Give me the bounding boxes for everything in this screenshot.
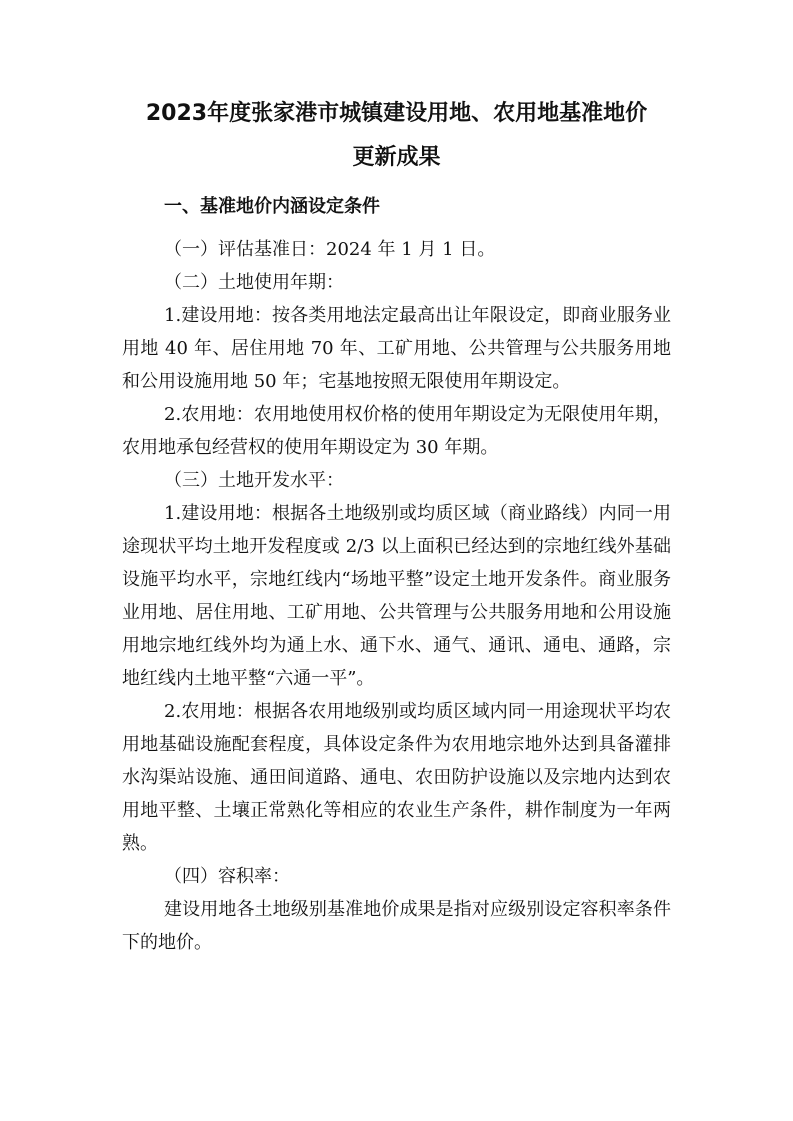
development-level-construction: 1.建设用地：根据各土地级别或均质区域（商业路线）内同一用途现状平均土地开发程度或 2/3 以上面积已经达到的宗地红线外基础设施平均水平，宗地红线内“场地平整”设定土地开发条件。商业服务业用地、居住用地、工矿用地、公共管理与公共服务用地和公用设施用地宗地红线外均为通上水、通下水、通气、通讯、通电、通路，宗地红线内土地平整“六通一平”。 (122, 503, 671, 689)
evaluation-date-item: （一）评估基准日：2024 年 1 月 1 日。 (164, 239, 496, 260)
land-use-term-agricultural: 2.农用地：农用地使用权价格的使用年期设定为无限使用年期，农用地承包经营权的使用年期设定为 30 年期。 (122, 404, 671, 458)
title-line-2: 更新成果 (352, 145, 441, 170)
plot-ratio-paragraph: 建设用地各土地级别基准地价成果是指对应级别设定容积率条件下的地价。 (122, 899, 671, 953)
development-level-heading: （三）土地开发水平： (164, 470, 344, 491)
plot-ratio-heading: （四）容积率： (164, 866, 290, 887)
development-level-agricultural: 2.农用地：根据各农用地级别或均质区域内同一用途现状平均农用地基础设施配套程度，具体设定条件为农用地宗地外达到具备灌排水沟渠站设施、通田间道路、通电、农田防护设施以及宗地内达到农用地平整、土壤正常熟化等相应的农业生产条件，耕作制度为一年两熟。 (122, 701, 671, 854)
land-use-term-construction: 1.建设用地：按各类用地法定最高出让年限设定，即商业服务业用地 40 年、居住用地 70 年、工矿用地、公共管理与公共服务用地和公用设施用地 50 年；宅基地按照无限使用年期设定。 (122, 305, 671, 392)
land-use-term-heading: （二）土地使用年期： (164, 272, 344, 293)
title-line-1: 2023年度张家港市城镇建设用地、农用地基准地价 (145, 101, 648, 126)
document-title (122, 92, 671, 180)
section-heading: 一、基准地价内涵设定条件 (164, 196, 380, 217)
